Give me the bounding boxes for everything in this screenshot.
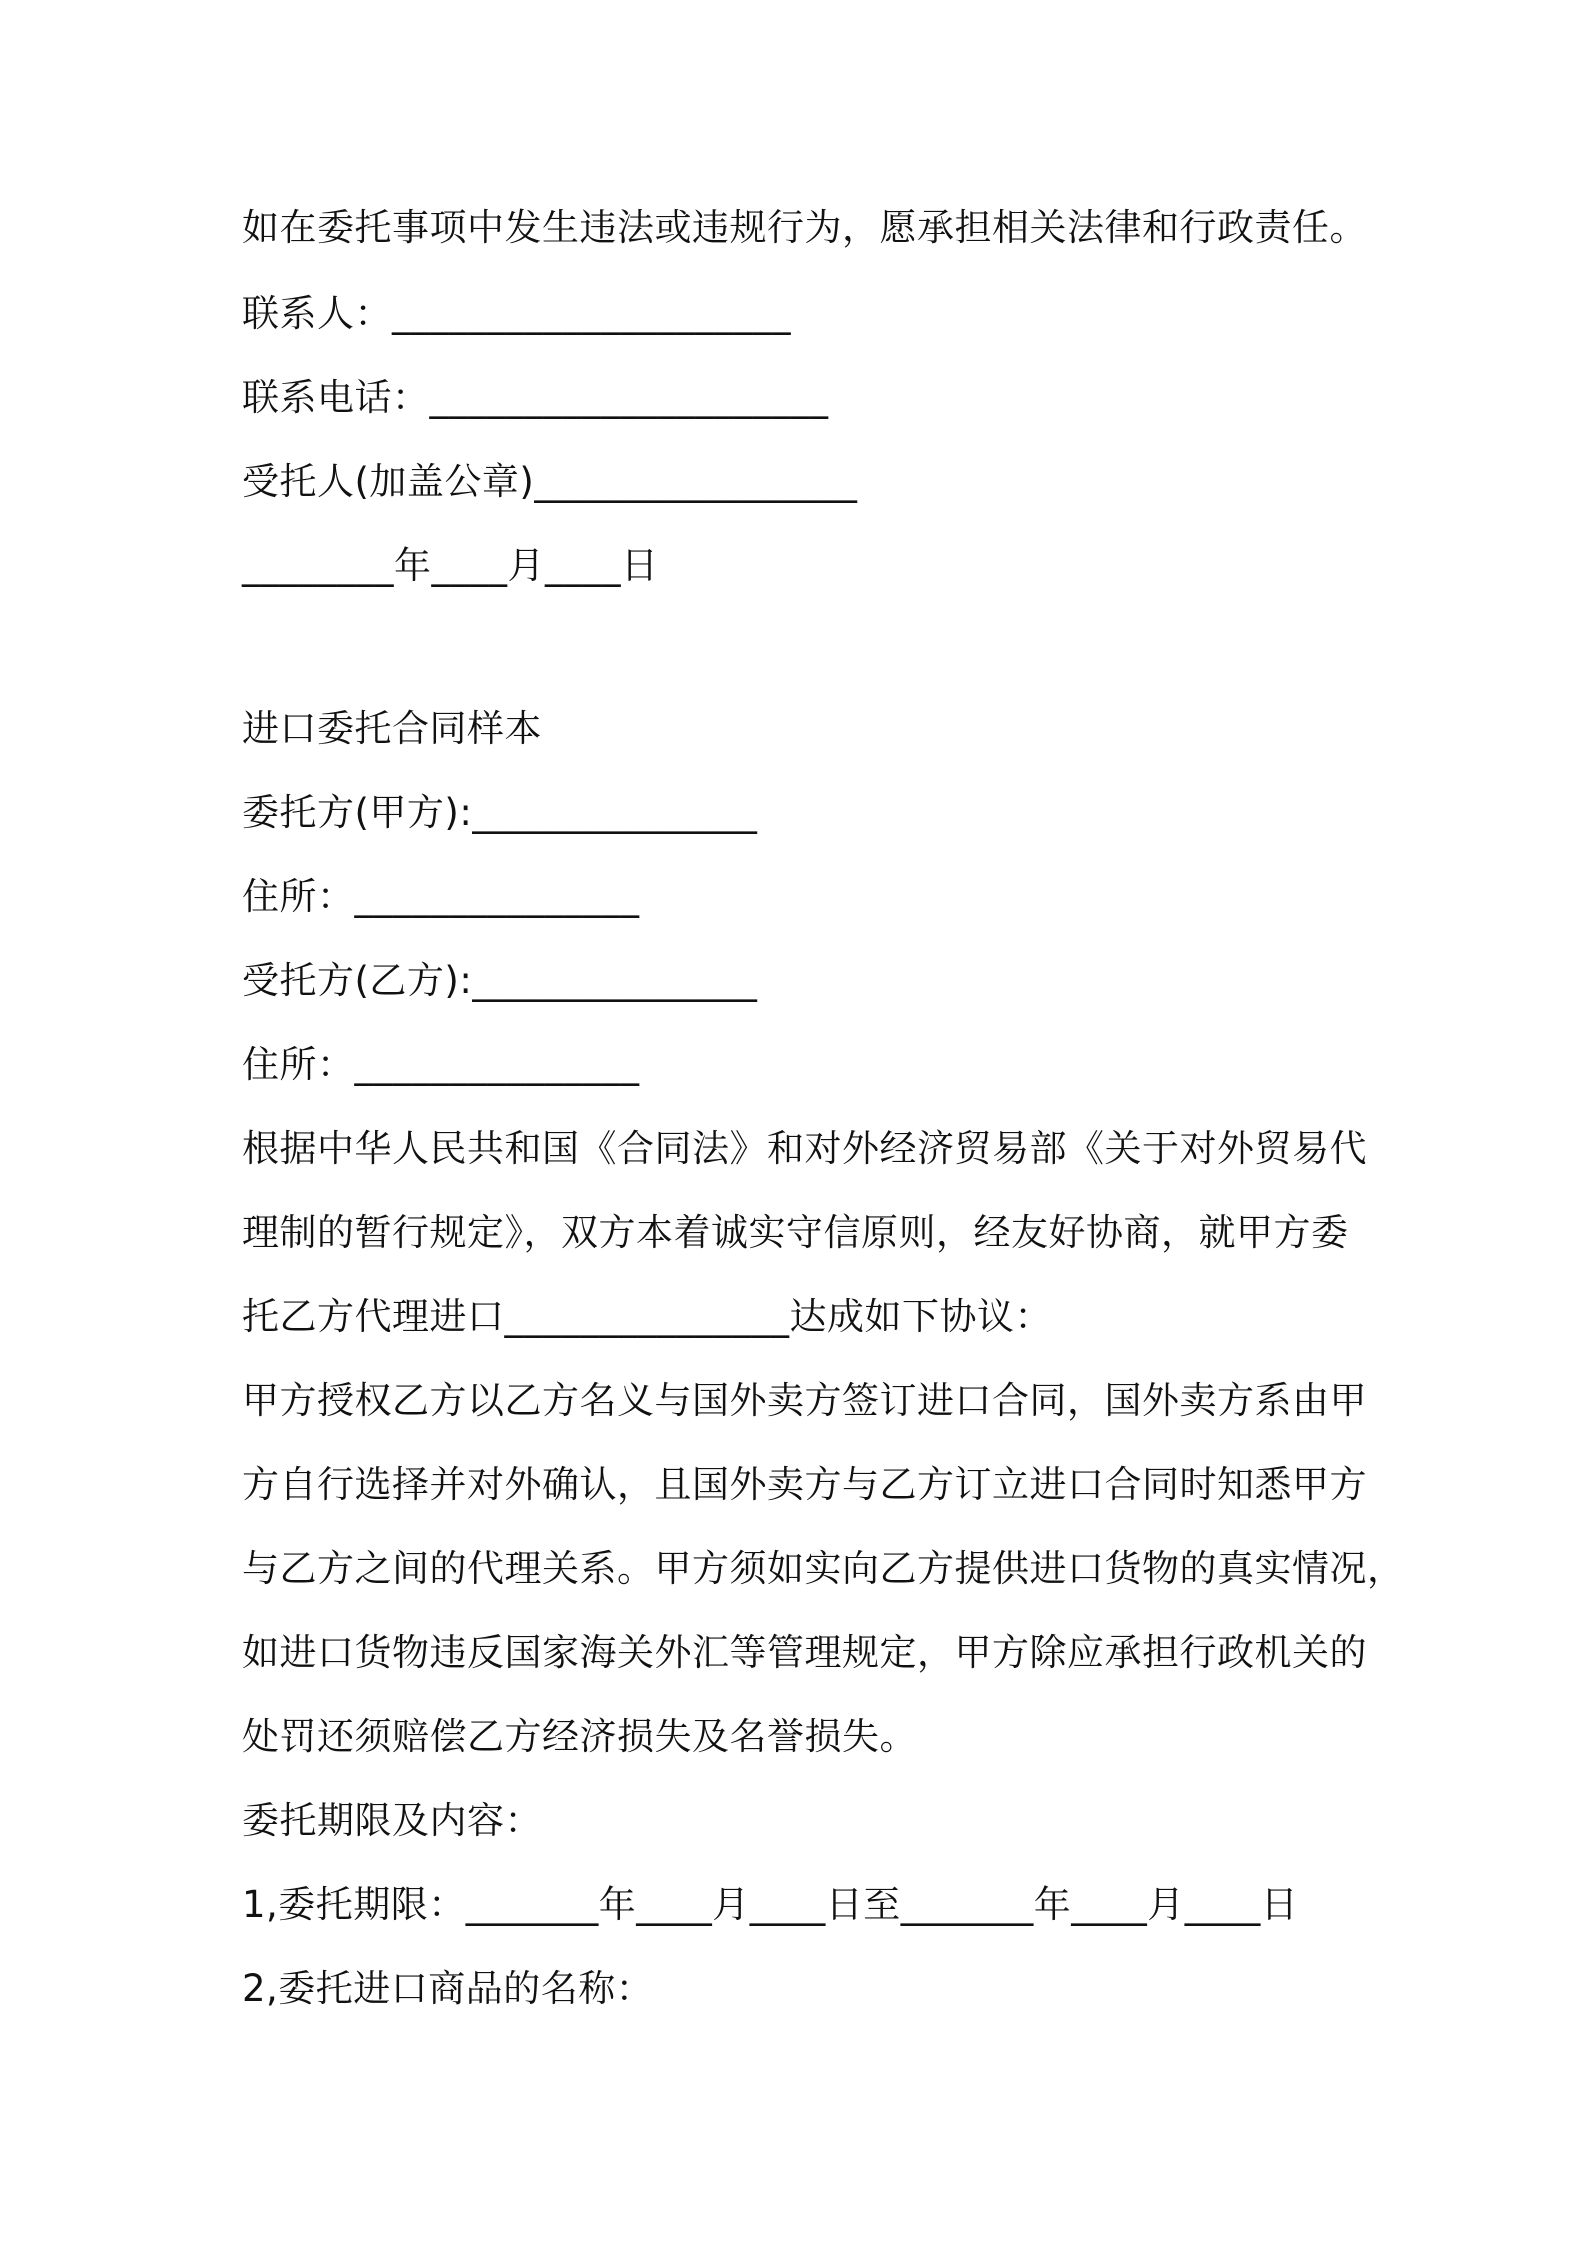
party-b-address-field: 住所：_______________ — [242, 1043, 640, 1086]
authorization-line-3: 与乙方之间的代理关系。甲方须如实向乙方提供进口货物的真实情况， — [242, 1547, 1405, 1590]
contact-person-field: 联系人：_____________________ — [242, 292, 791, 335]
contract-title: 进口委托合同样本 — [242, 707, 542, 750]
liability-statement: 如在委托事项中发生违法或违规行为，愿承担相关法律和行政责任。 — [242, 206, 1367, 249]
preamble-line-3: 托乙方代理进口_______________达成如下协议： — [242, 1295, 1052, 1338]
authorization-line-2: 方自行选择并对外确认，且国外卖方与乙方订立进口合同时知悉甲方 — [242, 1463, 1367, 1506]
party-a-address-field: 住所：_______________ — [242, 875, 640, 918]
entrustment-period-field: 1,委托期限：_______年____月____日至_______年____月____日 — [242, 1883, 1299, 1926]
authorization-line-1: 甲方授权乙方以乙方名义与国外卖方签订进口合同，国外卖方系由甲 — [242, 1379, 1367, 1422]
preamble-line-1: 根据中华人民共和国《合同法》和对外经济贸易部《关于对外贸易代 — [242, 1127, 1367, 1170]
party-b-field: 受托方(乙方):_______________ — [242, 959, 758, 1002]
trustee-seal-field: 受托人(加盖公章)_________________ — [242, 460, 858, 503]
date-field: ________年____月____日 — [242, 544, 659, 587]
party-a-field: 委托方(甲方):_______________ — [242, 791, 758, 834]
term-and-content-heading: 委托期限及内容： — [242, 1799, 542, 1842]
authorization-line-4: 如进口货物违反国家海关外汇等管理规定，甲方除应承担行政机关的 — [242, 1631, 1367, 1674]
contact-phone-field: 联系电话：_____________________ — [242, 376, 829, 419]
preamble-line-2: 理制的暂行规定》，双方本着诚实守信原则，经友好协商，就甲方委 — [242, 1211, 1349, 1254]
authorization-line-5: 处罚还须赔偿乙方经济损失及名誉损失。 — [242, 1715, 917, 1758]
import-goods-name-field: 2,委托进口商品的名称： — [242, 1967, 654, 2010]
